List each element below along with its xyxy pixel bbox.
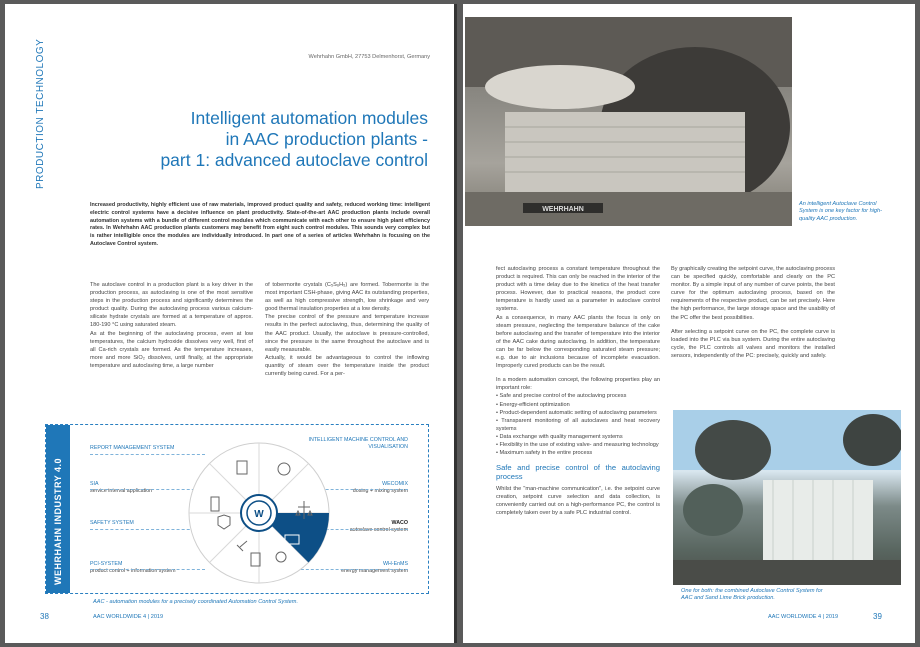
module-wh-enms	[341, 561, 408, 575]
module-sublabel: product control + information system	[90, 568, 176, 574]
list-item: • Transparent monitoring of all autoclaves and heat recovery systems	[496, 417, 660, 433]
list-item: • Product-dependent automatic setting of autoclaving parameters	[496, 409, 660, 417]
title-line-1: Intelligent automation modules	[190, 108, 428, 128]
module-waco	[350, 520, 408, 534]
module-report-management	[90, 445, 174, 452]
article-title	[98, 108, 428, 171]
photo-caption-bottom: One for both: the combined Autoclave Control System for AAC and Sand Lime Brick production.	[681, 588, 823, 602]
module-label: WECOMIX	[382, 481, 408, 487]
title-line-2: in AAC production plants -	[225, 129, 428, 149]
magazine-issue: AAC WORLDWIDE 4 | 2019	[768, 614, 839, 620]
paragraph: In a modern automation concept, the following properties play an important role:	[496, 377, 660, 392]
paragraph: The precise control of the pressure and temperature increase results in the perfect autoclaving, thus, determining the quality of the AAC product. Usually, the autoclave is pressure-controlled, since the pressure is the same throughout the autoclave and is easily measurable.	[265, 314, 429, 353]
plant-photo	[673, 410, 901, 585]
paragraph: As a consequence, in many AAC plants the focus is only on steam pressure, neglecting the temperature balance of the cake before autoclaving and the transfer of temperature into the interior of the AAC cake during autoclaving. In addition, the temperature can be far below the corresponding saturated steam pressure; e.g. due to air inclusions because of incomplete evacuation. Improperly cured products can be the result.	[496, 314, 660, 370]
module-sublabel: autoclave control system	[349, 527, 408, 533]
page-number: 38	[40, 612, 49, 621]
photo-brand-label: WEHRHAHN	[542, 206, 584, 213]
paragraph: Whilst the "man-machine communication", i.e. the setpoint curve creation, setpoint curve selection and data collection, is conveniently carried out on a high-performance PC, the control is completely taken over by a safe PLC industrial control.	[496, 486, 660, 517]
body-column-4	[671, 265, 835, 360]
paragraph: The autoclave control in a production plant is a key driver in the production process, as autoclaving is one of the most sensitive steps in the production process and significantly determines the product quality. During the autoclaving process various calcium-silicate hydrate crystals are formed at a temperature of approx. 180-190 °C using saturated steam.	[90, 282, 253, 329]
section-label: PRODUCTION TECHNOLOGY	[35, 38, 46, 189]
module-label: PCI-SYSTEM	[90, 561, 123, 567]
module-safety	[90, 520, 134, 527]
subheading: Safe and precise control of the autoclaving process	[496, 463, 660, 482]
module-label: SAFETY SYSTEM	[90, 520, 134, 526]
paragraph: As at the beginning of the autoclaving process, even at low temperatures, the calcium hydroxide dissolves very well, first of all Ca-rich crystals are formed. As the temperature increases, more and more SiO₂ dissolves, until finally, at the appropriate temperature and autoclaving time, a large number	[90, 330, 253, 369]
list-item: • Maximum safety in the entire process	[496, 449, 660, 457]
module-label: SIA	[90, 481, 99, 487]
module-label: WH-EnMS	[382, 561, 408, 567]
page-number: 39	[873, 612, 882, 621]
module-label: REPORT MANAGEMENT SYSTEM	[90, 445, 175, 451]
diagram-band-label: WEHRHAHN INDUSTRY 4.0	[53, 457, 63, 585]
module-sublabel: service interval application	[90, 488, 153, 494]
module-sublabel: dosing + mixing system	[352, 488, 408, 494]
source-line: Wehrhahn GmbH, 27753 Delmenhorst, Germany	[308, 54, 430, 60]
module-sublabel: energy management system	[341, 568, 408, 574]
plant-illustration	[673, 410, 901, 585]
module-label: WACO	[391, 520, 408, 526]
title-line-3: part 1: advanced autoclave control	[160, 150, 428, 170]
paragraph: By graphically creating the setpoint curve, the autoclaving process can be specified quickly, comfortable and clearly on the PC monitor. By a simple input of any number of curve points, the best curve for the optimum autoclaving process, based on the requirements of the respective product, can be set precisely. Here the high performance, the large storage space and the usability of the PC offer the best possibilities.	[671, 266, 835, 321]
automation-modules-diagram	[45, 424, 429, 594]
paragraph: fect autoclaving process a constant temperature throughout the product is required. This can only be reached in the interior of the product with a time delay due to the kinetics of the heat transfer process. However, due to practical reasons, the product core temperature is hardly used as a parameter in autoclave control systems.	[496, 266, 660, 313]
properties-list	[496, 392, 660, 457]
body-column-1	[90, 281, 253, 370]
page-gap	[454, 4, 457, 643]
paragraph: After selecting a setpoint curve on the PC, the complete curve is loaded into the PLC via bus system. During the entire autoclaving cycle, the PLC controls all valves and monitors the installed sensors, independently of the PC: precisely, quickly and safely.	[671, 328, 835, 359]
paragraph: of tobermorite crystals (C₅S₆H₅) are formed. Tobermorite is the most important CSH-phase, giving AAC its outstanding properties, as well as high compressive strength, low shrinkage and very good thermal insulation properties at a low density.	[265, 282, 429, 313]
module-wecomix	[353, 481, 408, 495]
autoclave-illustration	[465, 17, 792, 226]
photo-caption-top: An intelligent Autoclave Control System is one key factor for high-quality AAC production.	[799, 201, 883, 222]
left-page	[5, 4, 454, 643]
body-column-3	[496, 265, 660, 518]
center-logo: W	[254, 509, 264, 520]
list-item: • Flexibility in the use of existing valve- and measuring technology	[496, 441, 660, 449]
module-sia	[90, 481, 152, 495]
list-item: • Safe and precise control of the autoclaving process	[496, 392, 660, 400]
module-label: INTELLIGENT MACHINE CONTROL AND VISUALISATION	[308, 437, 408, 450]
module-pci	[90, 561, 176, 575]
diagram-band	[46, 425, 70, 593]
lead-paragraph: Increased productivity, highly efficient use of raw materials, improved product quality and safety, reduced working time: intelligent electric control systems have a decisive influence on plant productivity. State-of-the-art AAC production plants include overall automation systems with a bundle of different control modules which communicate with each other to ensure high plant efficiency rates. In Wehrhahn AAC production plants customers may benefit from eight such control modules. This sounds very complex but is rather intelligible once the modules are individually introduced. In part one of a series of articles Wehrhahn is focusing on the Autoclave Control system.	[90, 202, 430, 247]
diagram-caption: AAC - automation modules for a precisely coordinated Automation Control System.	[93, 599, 298, 605]
paragraph: Actually, it would be advantageous to control the inflowing quantity of steam over the temperature inside the product currently being cured. For a per-	[265, 354, 429, 378]
body-column-2	[265, 281, 429, 378]
module-wheel	[185, 439, 333, 587]
list-item: • Data exchange with quality management systems	[496, 433, 660, 441]
magazine-issue: AAC WORLDWIDE 4 | 2019	[93, 614, 164, 620]
list-item: • Energy-efficient optimization	[496, 401, 660, 409]
right-page	[463, 4, 915, 643]
autoclave-photo	[465, 17, 792, 226]
